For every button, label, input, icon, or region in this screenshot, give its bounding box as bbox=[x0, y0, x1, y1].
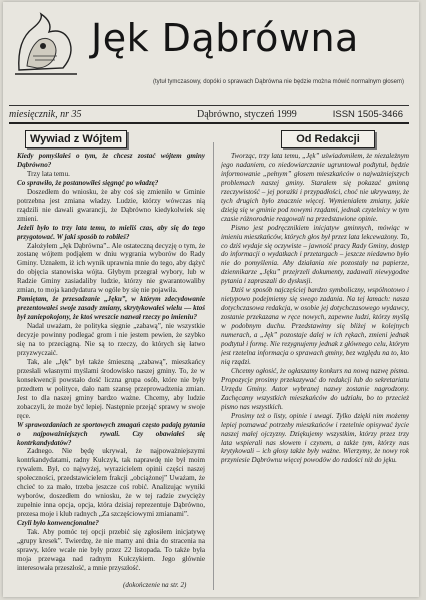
interview-question: Kiedy pomyślałeś o tym, że chcesz zostać wójtem gminy Dąbrówno? bbox=[17, 152, 205, 169]
newspaper-title: Jęk Dąbrówna bbox=[91, 16, 359, 60]
interview-question: Jeżeli było to trzy lata temu, to mieliś czas, aby się do tego przygotować. W jaki sposób to robiłeś? bbox=[17, 223, 205, 241]
section-heading-editorial: Od Redakcji bbox=[281, 130, 375, 148]
masthead-rule-top bbox=[9, 105, 409, 106]
interview-answer: Nadal uważam, że polityka sięgnie „zabawą”, nie wszystkie decyzje powinny podlegać grom i nie jestem pewien, że szybko się na to przeciągną. Nie są to rzeczy, do których się łatwo przyzwyczaić. bbox=[17, 322, 205, 357]
editorial-paragraph: Tworząc, trzy lata temu, „Jęk” uświadomiłem, że niezależnym jego nadaniem, co niedowiarczanie ugruntował podtytuł, będzie informowanie „pełnym” głosem mieszkańców o najważniejszych problemach naszej gminy. Starałem się pokazać gminną rzeczywistość – jej porażki i przypadłości, choć nie ukrywamy, że tych drugich było znacznie więcej. Wymieniałem zmiany, jakie dzieją się w gminie pod nowymi rządami, jednak czytelnicy w tym czasie różnorodnie reagowali na przedstawione opinie. bbox=[221, 152, 409, 223]
interview-answer: Zadnego. Nie będę ukrywał, że najpoważniejszymi kontrkandydatami, radny Kułczyk, tak naprawdę nie był moim rywalem. Był, co najwyżej, wyrazicielem opinii części naszej społeczności, przedstawicielem frakcji „obciążonej” Uważam, że chcieć to za mało, trzeba jeszcze coś robić. Analizując wyniki wyborów, doszedłem do wniosku, że w tej radzie zwycięży zupełnie inna opcja, opcja, która dzisiaj reprezentuje Dąbrówno, prezesa moje i klub radnych „Za szczęściowymi zmianami”. bbox=[17, 447, 205, 519]
continuation-note: (dokończenie na str. 2) bbox=[123, 581, 187, 589]
interview-question: W sprawozdaniach ze sportowych zmagań często padają pytania o najpoważniejszych rywali. Czy obawiałeś się kontrkandydatów? bbox=[17, 420, 205, 447]
interview-question: Pamiętam, że przesadzanie „Jęku”, w którym zdecydowanie prezentowałeś swoje zasady zmiany, skrytykowałeś wielu — ktoś był zaniepokojony, że ktoś wreszcie nazwał rzeczy po imieniu? bbox=[17, 295, 205, 322]
editorial-paragraph: Chcemy ogłosić, że ogłaszamy konkurs na nową nazwę pisma. Propozycje prosimy przekazywać do redakcji lub do sekretariatu Urzędu Gminy. Autor wybranej nazwy zostanie nagrodzony. Zachęcamy wszystkich mieszkańców do udziału, bo to przecież pismo nas wszystkich. bbox=[221, 366, 409, 411]
issue-place-date: Dąbrówno, styczeń 1999 bbox=[197, 109, 297, 120]
interview-answer: Trzy lata temu. bbox=[27, 169, 70, 178]
newspaper-subtitle: (tytuł tymczasowy, dopóki o sprawach Dąbrówna nie będzie można mówić normalnym głosem) bbox=[153, 79, 404, 85]
editorial-paragraph: Prosimy też o listy, opinie i uwagi. Tylko dzięki nim możemy lepiej poznawać potrzeby mieszkańców i rzetelnie opisywać życie naszej małej ojczyzny. Dziękujemy wszystkim, którzy przez trzy lata wspierali nas słowem i czynem, a także tym, którzy nas krytykowali – ich głosy także były ważne. Wierzymy, że nowy rok przyniesie Dąbrównu więcej powodów do radości niż do jęku. bbox=[221, 411, 409, 465]
interview-answer: Tak. Aby pomóc tej opcji przebić się zgłosiłem inicjatywę „grupy kresek”. Twierdzę, że nie mamy ani dnia do stracenia na sprawy, które wcale nie były przez 22 listopada. To także była moja przewaga nad radnym Kułczykiem. Jego głównie interesowała przeszłość, a mnie przyszłość. bbox=[17, 528, 205, 572]
editorial-paragraph: Dziś w sposób najczęściej bardzo symboliczny, wspólnotowo i nietypowo podejmiemy się swego zadania. Na tej łamach: nasza dotychczasowa redakcja, w osobie jej dotychczasowego wydawcy, zostanie przekazana w ręce nowych, zapewne ludzi, którzy myślą w podobnym duchu. Przedstawimy się bliżej w kolejnych numerach, a „Jęk” pozostaje dalej w ich rękach, zmieni jednak podtytuł i formę. Nie rezygnujemy jednak z głównego celu, którym jest rzetelna informacja o sprawach gminy, bez względu na to, kto nią rządzi. bbox=[221, 286, 409, 366]
interview-answer: Założyłem „Jęk Dąbrówna”.. Ale ostateczną decyzję o tym, że zostanę wójtem podjąłem w dniu wygrania wyborów do Rady Gminy. Uznałem, iż ich wynik uprawnia mnie do tego, aby dążyć do objęcia stanowiska wójta. Głybym przegrał wybory, lub w Radzie Gminy zasiadaliby ludzie, którzy nie gwarantowaliby zmian, to moja kandydatura w ogóle by się nie pojawiła. bbox=[17, 241, 205, 295]
editorial-paragraph: Pismo jest podręcznikiem inicjatyw gminnych, mówiąc w imieniu mieszkańców, których głos był przez lata lekceważony. To, co dziś wydaje się oczywiste – jawność pracy Rady Gminy, dostęp do informacji o wydatkach i przetargach – jeszcze niedawno było nie do pomyślenia. Aby działania nie pozostały na papierze, dziennikarze „Jęku” przejrzeli dokumenty, zadawali niewygodne pytania i zapraszali do dyskusji. bbox=[221, 223, 409, 286]
interview-answer: Tak, ale „Jęk” był także śmieszną „zabawą”, mieszkańcy przesłali własnymi myślami środowisko naszej gminy. To, że w konsekwencji powstało dość liczna grupa osób, które nie były przedtem w polityce, dało nam szansę przeprowadzenia zmian. Jest to dla naszej gminy bardzo ważne. Chcemy, aby ludzie zobaczyli, że może być lepiej. Następnie przejąć sprawy w swoje ręce. bbox=[17, 357, 205, 420]
column-divider bbox=[213, 142, 214, 590]
town-emblem-logo bbox=[13, 10, 83, 78]
interview-question: Czyli było konwencjonalne? bbox=[17, 519, 99, 528]
masthead-rule-bottom bbox=[9, 122, 409, 124]
interview-question: Co sprawiło, że postanowiłeś sięgnąć po władzę? bbox=[17, 178, 159, 187]
interview-column bbox=[17, 152, 205, 580]
issue-frequency: miesięcznik, nr 35 bbox=[9, 109, 82, 120]
editorial-column bbox=[221, 152, 409, 584]
issue-info-bar bbox=[9, 109, 413, 121]
issue-issn: ISSN 1505-3466 bbox=[332, 109, 403, 120]
newspaper-page bbox=[3, 2, 419, 597]
interview-answer: Doszedłem do wniosku, że aby coś się zmieniło w Gminie potrzebna jest zmiana władzy. Ludzie, którzy wówczas nią rządzili nie dawali gwarancji, że Dąbrówno kiedykolwiek się zmieni. bbox=[17, 187, 205, 223]
section-heading-interview: Wywiad z Wójtem bbox=[25, 130, 127, 148]
